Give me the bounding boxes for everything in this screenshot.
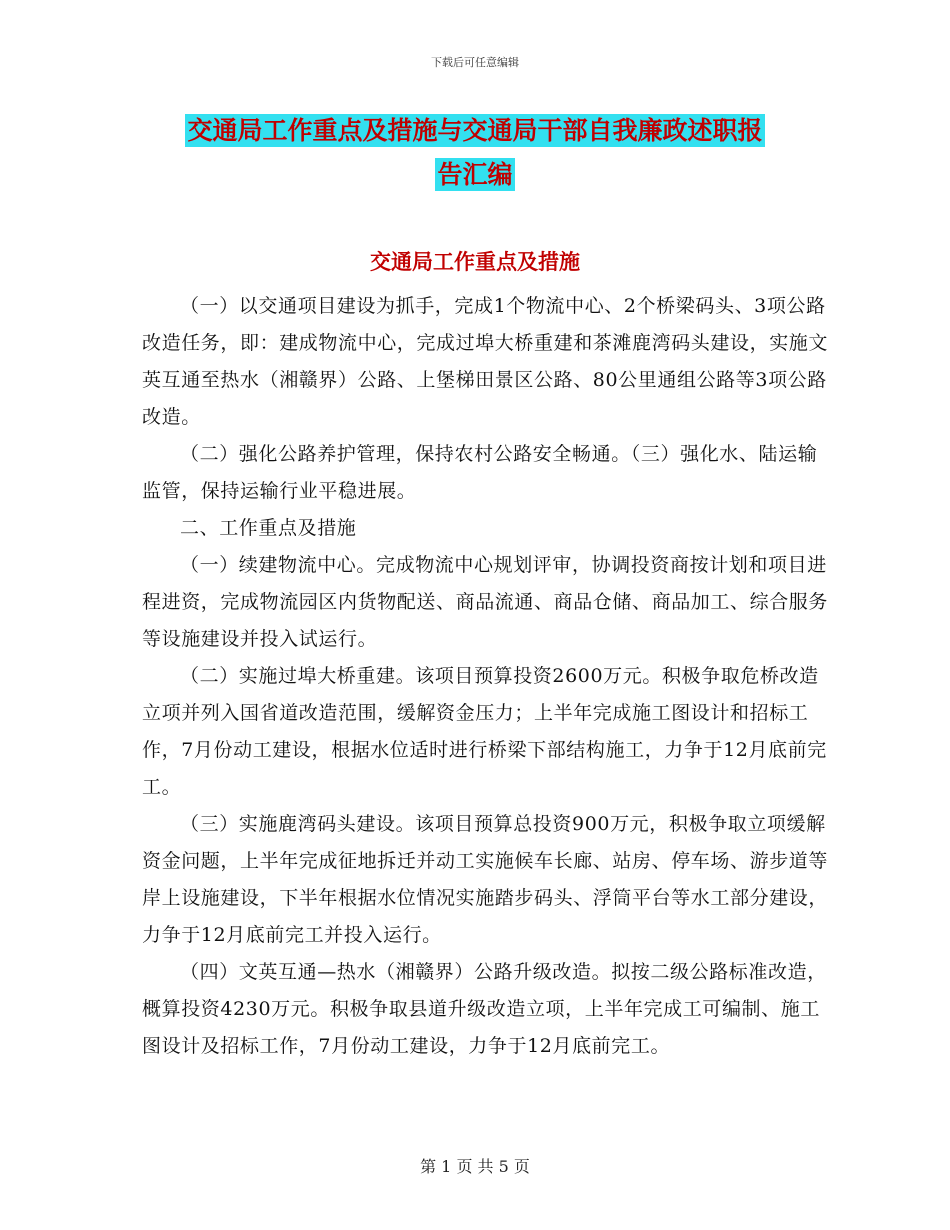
paragraph: 二、工作重点及措施 [180,517,357,539]
page-number: 第 1 页 共 5 页 [420,1157,530,1176]
section-title: 交通局工作重点及措施 [370,249,580,274]
paragraph: （一）以交通项目建设为抓手，完成1个物流中心、2个桥梁码头、3项公路改造任务，即：建成物流中心，完成过埠大桥重建和茶滩鹿湾码头建设，实施文英互通至热水（湘赣界）公路、上堡梯田景区公路、80公里通组公路等3项公路改造。 [142,295,829,428]
document-title-line-2 [0,150,950,200]
paragraph: （三）实施鹿湾码头建设。该项目预算总投资900万元，积极争取立项缓解资金问题，上半年完成征地拆迁并动工实施候车长廊、站房、停车场、游步道等岸上设施建设，下半年根据水位情况实施踏步码头、浮筒平台等水工部分建设，力争于12月底前完工并投入运行。 [142,813,829,946]
paragraph: （一）续建物流中心。完成物流中心规划评审，协调投资商按计划和项目进程进资，完成物流园区内货物配送、商品流通、商品仓储、商品加工、综合服务等设施建设并投入试运行。 [142,554,829,650]
document-title-line-1 [0,106,950,156]
title-text-2: 告汇编 [437,160,513,189]
header-note: 下载后可任意编辑 [431,56,519,69]
title-text-1: 交通局工作重点及措施与交通局干部自我廉政述职报 [187,116,763,145]
paragraph: （二）强化公路养护管理，保持农村公路安全畅通。（三）强化水、陆运输监管，保持运输行业平稳进展。 [142,443,818,502]
document-body [142,288,832,1065]
paragraph: （二）实施过埠大桥重建。该项目预算投资2600万元。积极争取危桥改造立项并列入国省道改造范围，缓解资金压力；上半年完成施工图设计和招标工作，7月份动工建设，根据水位适时进行桥梁下部结构施工，力争于12月底前完工。 [142,665,827,798]
paragraph: （四）文英互通—热水（湘赣界）公路升级改造。拟按二级公路标准改造，概算投资4230万元。积极争取县道升级改造立项，上半年完成工可编制、施工图设计及招标工作，7月份动工建设，力争于12月底前完工。 [142,961,827,1057]
